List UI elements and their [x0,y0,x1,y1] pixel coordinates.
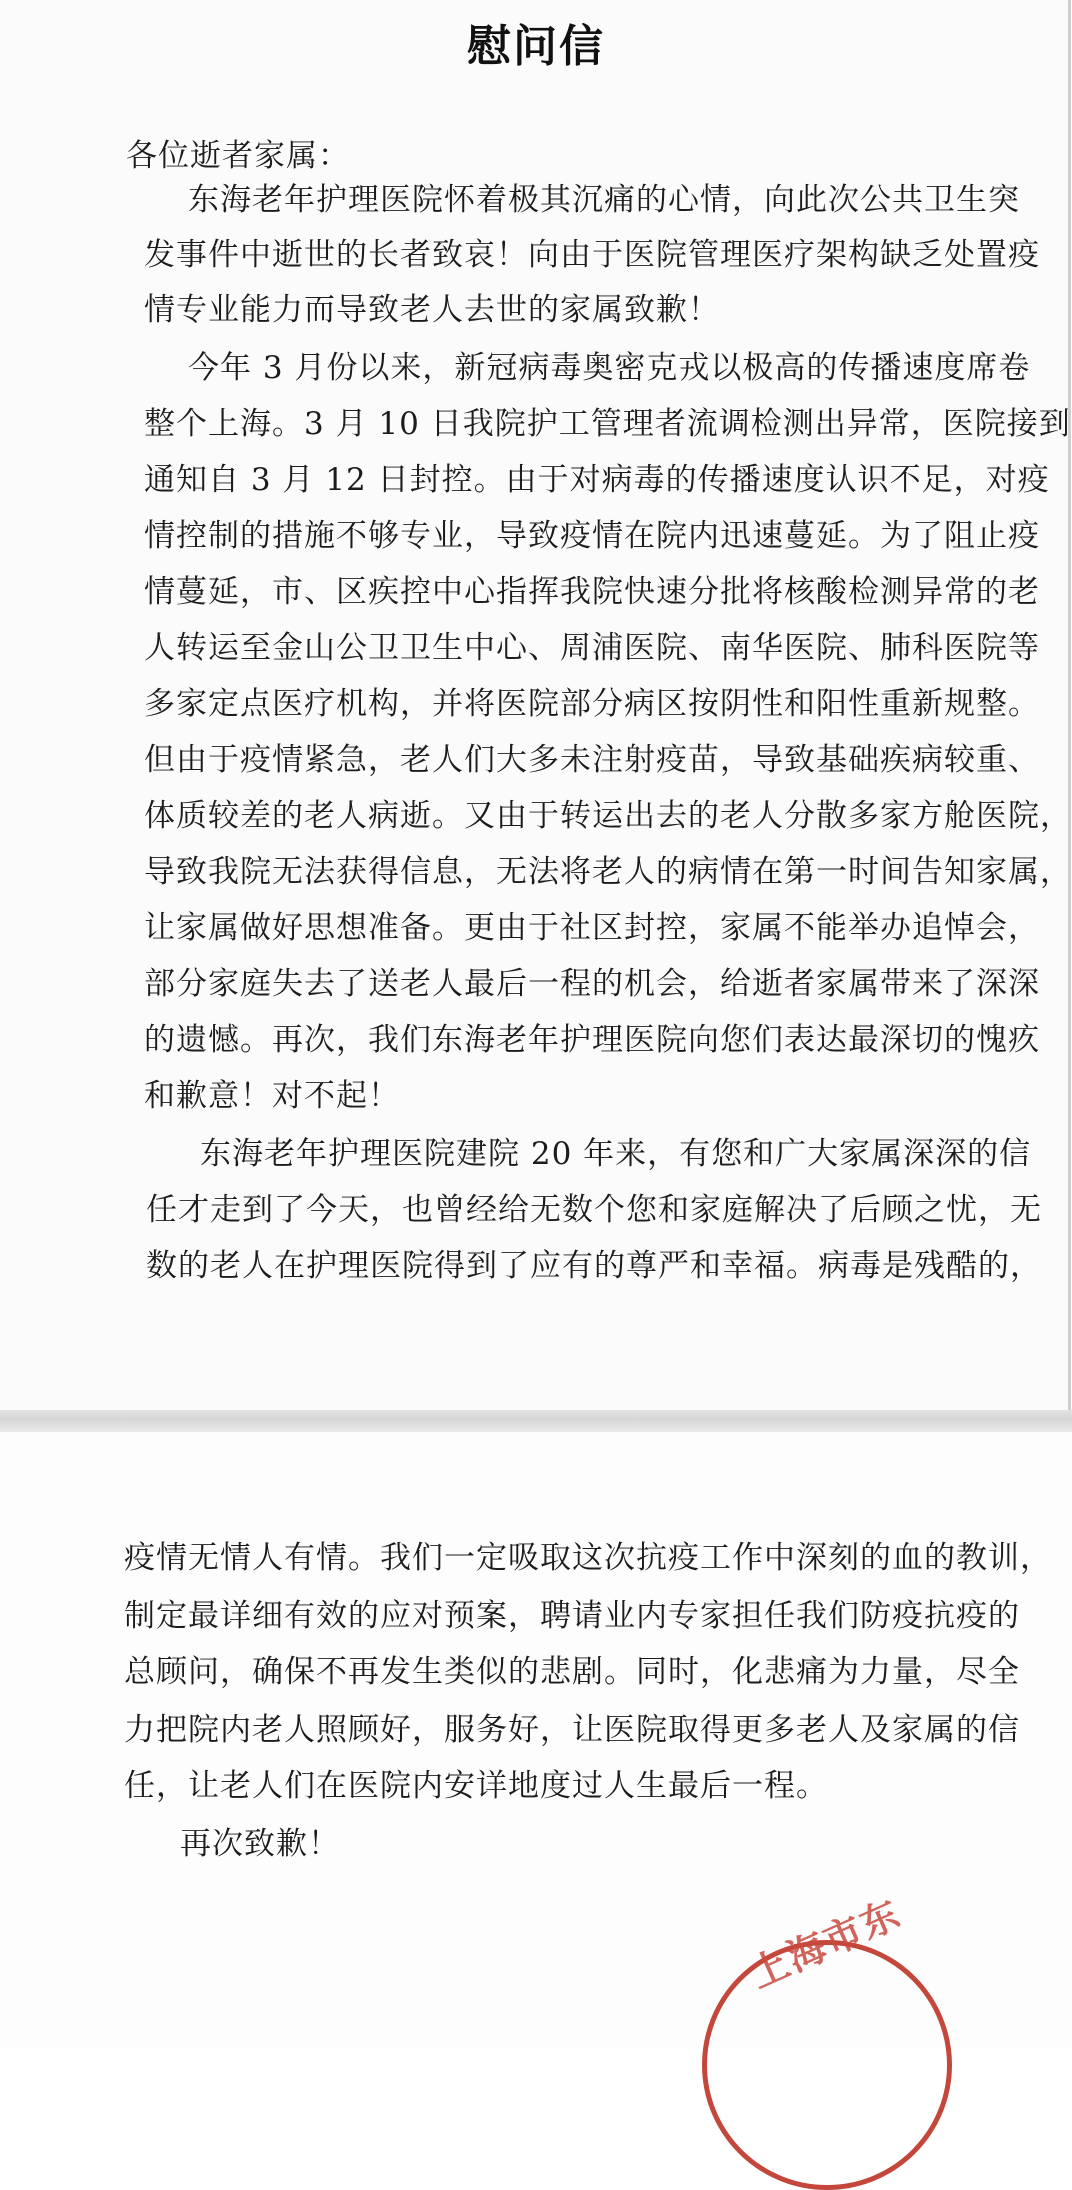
body-line: 总顾问，确保不再发生类似的悲剧。同时，化悲痛为力量，尽全 [124,1654,1020,1690]
body-line: 导致我院无法获得信息，无法将老人的病情在第一时间告知家属， [144,854,1072,890]
body-line: 今年 3 月份以来，新冠病毒奥密克戎以极高的传播速度席卷 [188,350,1031,386]
body-line: 和歉意！对不起！ [144,1078,400,1114]
body-line: 制定最详细有效的应对预案，聘请业内专家担任我们防疫抗疫的 [124,1598,1020,1634]
body-line: 部分家庭失去了送老人最后一程的机会，给逝者家属带来了深深 [144,966,1040,1002]
closing-line: 再次致歉！ [180,1826,340,1862]
body-line: 力把院内老人照顾好，服务好，让医院取得更多老人及家属的信 [124,1712,1020,1748]
body-line: 通知自 3 月 12 日封控。由于对病毒的传播速度认识不足，对疫 [144,462,1050,498]
body-line: 让家属做好思想准备。更由于社区封控，家属不能举办追悼会， [144,910,1040,946]
body-line: 东海老年护理医院怀着极其沉痛的心情，向此次公共卫生突 [188,182,1020,218]
body-line: 人转运至金山公卫卫生中心、周浦医院、南华医院、肺科医院等 [144,630,1040,666]
body-line: 的遗憾。再次，我们东海老年护理医院向您们表达最深切的愧疚 [144,1022,1040,1058]
body-line: 但由于疫情紧急，老人们大多未注射疫苗，导致基础疾病较重、 [144,742,1040,778]
page-edge-line [1068,0,1071,1410]
body-line: 疫情无情人有情。我们一定吸取这次抗疫工作中深刻的血的教训， [124,1540,1052,1576]
body-line: 情蔓延，市、区疾控中心指挥我院快速分批将核酸检测异常的老 [144,574,1040,610]
letter-title: 慰问信 [467,21,605,72]
body-line: 体质较差的老人病逝。又由于转运出去的老人分散多家方舱医院， [144,798,1072,834]
page-divider [0,1410,1072,1432]
letter-salutation: 各位逝者家属： [126,138,350,174]
body-line: 发事件中逝世的长者致哀！向由于医院管理医疗架构缺乏处置疫 [144,237,1040,273]
seal-text: 上海市东 [743,1891,908,1997]
body-line: 多家定点医疗机构，并将医院部分病区按阴性和阳性重新规整。 [144,686,1040,722]
hospital-seal-stamp [702,1940,952,2190]
body-line: 东海老年护理医院建院 20 年来，有您和广大家属深深的信 [200,1136,1032,1172]
body-line: 数的老人在护理医院得到了应有的尊严和幸福。病毒是残酷的， [146,1248,1042,1284]
body-line: 任才走到了今天，也曾经给无数个您和家庭解决了后顾之忧，无 [146,1192,1042,1228]
body-line: 整个上海。3 月 10 日我院护工管理者流调检测出异常，医院接到 [144,406,1071,442]
body-line: 情控制的措施不够专业，导致疫情在院内迅速蔓延。为了阻止疫 [144,518,1040,554]
body-line: 情专业能力而导致老人去世的家属致歉！ [144,292,720,328]
body-line: 任，让老人们在医院内安详地度过人生最后一程。 [124,1768,828,1804]
